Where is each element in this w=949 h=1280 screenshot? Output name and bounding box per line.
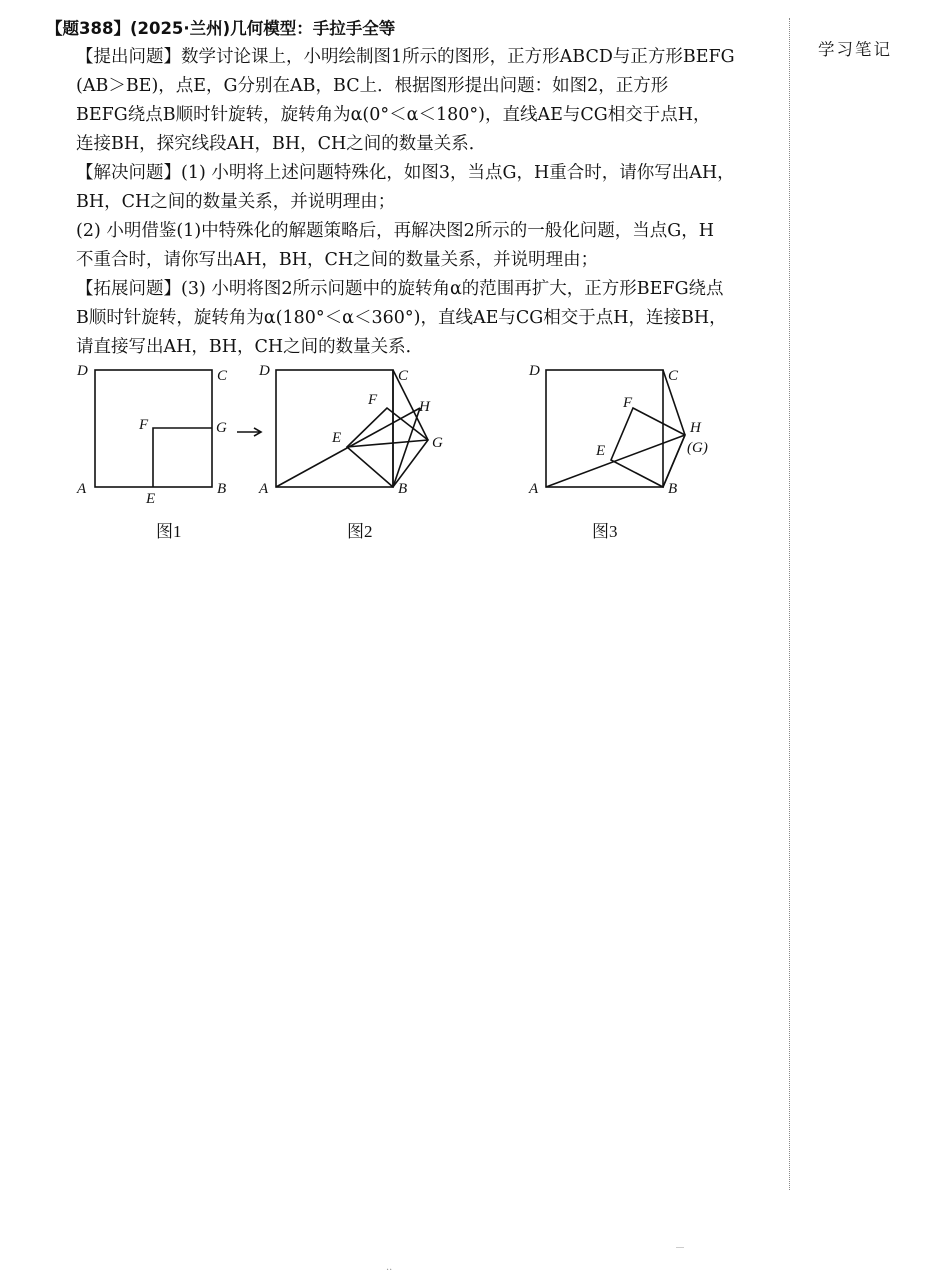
problem-title — [46, 14, 786, 43]
text-line: 【拓展问题】(3) 小明将图2所示问题中的旋转角α的范围再扩大，正方形BEFG绕点 — [76, 279, 724, 299]
fig3-label-e: E — [596, 443, 606, 459]
fig1-label-f: F — [139, 417, 149, 433]
fig1-label-d: D — [77, 363, 88, 379]
fig3-square-abcd — [546, 370, 663, 487]
fig1-label-a: A — [77, 481, 87, 497]
fig2-label-d: D — [259, 363, 270, 379]
fig3-label-c: C — [668, 368, 679, 384]
fig1-square-befg — [153, 428, 212, 487]
problem-number: 【题388】 — [46, 19, 130, 38]
text-line: (2) 小明借鉴(1)中特殊化的解题策略后，再解决图2所示的一般化问题，当点G，H — [76, 221, 715, 241]
text-line: 不重合时，请你写出AH，BH，CH之间的数量关系，并说明理由； — [76, 250, 599, 270]
text-line: BEFG绕点B顺时针旋转，旋转角为α(0°＜α＜180°)，直线AE与CG相交于点H， — [76, 105, 711, 125]
fig2-label-e: E — [332, 430, 342, 446]
page-mark: ·· — [386, 1265, 393, 1276]
fig3-label-f: F — [623, 395, 633, 411]
fig3-label-b: B — [668, 481, 678, 497]
fig3-label-g: (G) — [687, 440, 708, 456]
fig1-label-e: E — [146, 491, 156, 507]
text-line: (AB＞BE)，点E，G分别在AB，BC上．根据图形提出问题：如图2，正方形 — [76, 76, 669, 96]
problem-source: (2025·兰州) — [129, 19, 231, 38]
scan-mark — [676, 1247, 684, 1248]
figures-row — [60, 358, 760, 548]
paragraph-solve-2 — [46, 217, 786, 275]
fig3-label-a: A — [529, 481, 539, 497]
fig1-label-c: C — [217, 368, 228, 384]
fig2-caption: 图2 — [347, 522, 373, 541]
fig3-square-befg — [611, 408, 685, 487]
paragraph-raise-question — [46, 43, 786, 159]
fig3-line-ah — [546, 435, 685, 487]
paragraph-solve-1 — [46, 159, 786, 217]
text-line: 连接BH，探究线段AH，BH，CH之间的数量关系． — [76, 134, 487, 154]
paragraph-extend — [46, 275, 786, 362]
fig2-label-f: F — [368, 392, 378, 408]
problem-text — [46, 14, 786, 362]
text-line: 【提出问题】数学讨论课上，小明绘制图1所示的图形，正方形ABCD与正方形BEFG — [76, 47, 735, 67]
fig2-label-b: B — [398, 481, 408, 497]
text-line: 【解决问题】(1) 小明将上述问题特殊化，如图3，当点G，H重合时，请你写出AH， — [76, 163, 735, 183]
text-line: 请直接写出AH，BH，CH之间的数量关系． — [76, 337, 424, 357]
fig1-label-b: B — [217, 481, 227, 497]
fig2-label-c: C — [398, 368, 409, 384]
text-line: BH，CH之间的数量关系，并说明理由； — [76, 192, 396, 212]
study-notes-label: 学习笔记 — [818, 40, 892, 59]
fig1-label-g: G — [216, 420, 227, 436]
notes-divider — [789, 18, 790, 1190]
fig3-caption: 图3 — [592, 522, 618, 541]
fig3-label-d: D — [529, 363, 540, 379]
fig3-label-h: H — [690, 420, 701, 436]
fig1-caption: 图1 — [156, 522, 182, 541]
fig2-label-g: G — [432, 435, 443, 451]
text-line: B顺时针旋转，旋转角为α(180°＜α＜360°)，直线AE与CG相交于点H，连接BH， — [76, 308, 727, 328]
fig2-label-a: A — [259, 481, 269, 497]
problem-topic: 几何模型：手拉手全等 — [230, 19, 396, 38]
fig2-label-h: H — [419, 399, 430, 415]
fig2-square-abcd — [276, 370, 393, 487]
